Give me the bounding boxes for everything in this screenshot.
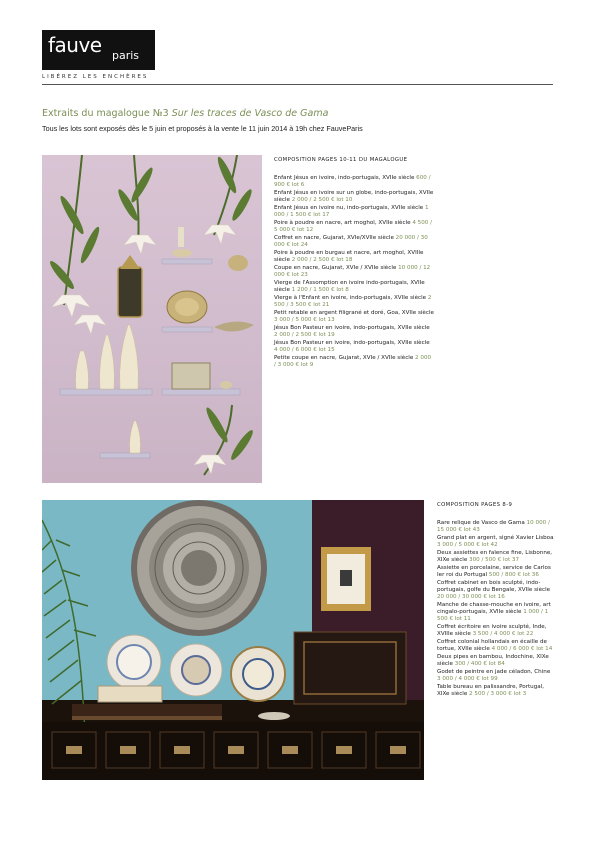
lot-number: lot 24 (291, 242, 308, 248)
lot-description: Rare relique de Vasco de Gama (437, 520, 527, 526)
lot-estimate: 3 000 / 5 000 € (274, 317, 319, 323)
lot-estimate: 300 / 400 € (454, 661, 489, 667)
lot-entry (274, 175, 434, 189)
lot-description: Enfant Jésus en ivoire nu, indo-portugais, XVIIe siècle (274, 205, 426, 211)
lot-description: Enfant Jésus en ivoire sur un globe, indo-portugais, XVIIe siècle (274, 190, 434, 203)
lot-description: Coffret en nacre, Gujarat, XVIe/XVIIe siècle (274, 235, 396, 241)
composition-list-2 (437, 502, 555, 699)
lot-estimate: 4 500 / 5 000 € (274, 220, 433, 233)
lot-estimate: 10 000 / 12 000 € (274, 265, 431, 278)
lot-number: lot 10 (336, 197, 353, 203)
logo-wordmark: fauve (48, 33, 102, 57)
lot-number: lot 13 (318, 317, 335, 323)
lot-number: lot 21 (313, 302, 330, 308)
lot-estimate: 2 500 / 3 500 € (274, 295, 432, 308)
tagline: LIBÉREZ LES ENCHÈRES (42, 74, 149, 80)
lot-number: lot 6 (291, 182, 305, 188)
lot-entry (437, 684, 555, 698)
lot-description: Godet de peintre en jade céladon, Chine (437, 669, 551, 675)
photo-silver-platter (42, 500, 424, 780)
header-divider (42, 84, 553, 85)
lot-entry (274, 190, 434, 204)
lot-entry (274, 340, 434, 354)
lot-entry (274, 205, 434, 219)
lot-estimate: 500 / 800 € (488, 572, 523, 578)
lot-entry (437, 550, 555, 564)
lot-estimate: 300 / 500 € (469, 557, 503, 563)
lot-description: Coupe en nacre, Gujarat, XVIe / XVIIe siècle (274, 265, 399, 271)
lot-entry (274, 310, 434, 324)
lot-entry (274, 355, 434, 369)
logo[interactable] (42, 30, 155, 70)
section-title: COMPOSITION PAGES 8-9 (437, 502, 513, 508)
lot-description: Coffret cabinet en bois sculpté, indo-portugais, golfe du Bengale, XVIIe siècle (437, 580, 551, 593)
lot-description: Deux pipes en bambou, Indochine, XIXe siècle (437, 654, 549, 667)
lot-number: lot 23 (291, 272, 308, 278)
lot-number: lot 8 (336, 287, 349, 293)
lot-number: lot 11 (454, 616, 471, 622)
lot-entry (437, 669, 555, 683)
lot-description: Enfant Jésus en ivoire, indo-portugais, XVIIe siècle (274, 175, 417, 181)
lot-estimate: 2 000 / 3 000 € (274, 355, 432, 368)
lot-entry (437, 654, 555, 668)
lot-estimate: 3 000 / 5 000 € (437, 542, 482, 548)
lot-entry (274, 265, 434, 279)
lot-number: lot 99 (481, 676, 498, 682)
lot-description: Petite coupe en nacre, Gujarat, XVIe / XVIIe siècle (274, 355, 416, 361)
lot-number: lot 16 (488, 594, 505, 600)
lot-entry (437, 565, 555, 579)
title-prefix: Extraits du magalogue (42, 108, 153, 119)
logo-city: paris (112, 49, 140, 62)
lot-description: Poire à poudre en nacre, art moghol, XVIIe siècle (274, 220, 413, 226)
lot-number: lot 14 (536, 646, 553, 652)
lot-number: lot 15 (318, 347, 335, 353)
page-title (42, 108, 328, 119)
lot-estimate: 1 000 / 1 500 € (437, 609, 549, 622)
lot-estimate: 1 000 / 1 500 € (274, 205, 429, 218)
lot-estimate: 10 000 / 15 000 € (437, 520, 550, 533)
lot-description: Assiette en porcelaine, service de Carlos Ier roi du Portugal (437, 565, 551, 578)
title-italic: Sur les traces de Vasco de Gama (171, 108, 329, 119)
lot-estimate: 4 000 / 6 000 € (491, 646, 537, 652)
lot-description: Manche de chasse-mouche en ivoire, art cingalo-portugais, XVIIe siècle (437, 602, 551, 615)
lot-entry (437, 520, 555, 534)
lot-entry (274, 295, 434, 309)
lot-estimate: 2 500 / 3 000 € (469, 691, 514, 697)
lot-entry (274, 220, 434, 234)
lot-number: lot 84 (488, 661, 505, 667)
lot-number: lot 37 (502, 557, 520, 563)
lot-entry (274, 235, 434, 249)
lot-number: lot 19 (318, 332, 335, 338)
lot-description: Grand plat en argent, signé Xavier Lisboa (437, 535, 554, 541)
lot-estimate: 2 000 / 2 500 € (291, 257, 337, 263)
lot-description: Deux assiettes en faïence fine, Lisbonne, XIXe siècle (437, 550, 553, 563)
lot-estimate: 4 000 / 6 000 € (274, 347, 319, 353)
lot-description: Vierge de l'Assomption en ivoire indo-portugais, XVIIe siècle (274, 280, 425, 293)
lot-description: Jésus Bon Pasteur en ivoire, indo-portugais, XVIIe siècle (274, 325, 430, 331)
lot-estimate: 20 000 / 30 000 € (437, 594, 489, 600)
lot-number: lot 43 (463, 527, 480, 533)
lot-description: Vierge à l'Enfant en ivoire, indo-portugais, XVIIe siècle (274, 295, 428, 301)
lot-number: lot 3 (513, 691, 527, 697)
lot-estimate: 3 000 / 4 000 € (437, 676, 482, 682)
lot-description: Petit retable en argent filigrané et doré, Goa, XVIIe siècle (274, 310, 434, 316)
photo-ivory-shelves (42, 155, 262, 483)
lot-number: lot 9 (300, 362, 314, 368)
composition-list-1 (274, 157, 434, 370)
lot-number: lot 42 (481, 542, 498, 548)
lot-entry (274, 325, 434, 339)
lot-entry (437, 639, 555, 653)
lot-entry (437, 624, 555, 638)
lot-description: Table bureau en palissandre, Portugal, XIXe siècle (437, 684, 545, 697)
lot-description: Coffret écritoire en ivoire sculpté, Inde, XVIIIe siècle (437, 624, 547, 637)
lot-entry (437, 535, 555, 549)
lot-number: lot 22 (517, 631, 534, 637)
intro-text: Tous les lots sont exposés dès le 5 juin et proposés à la vente le 11 juin 2014 à 19h chez FauveParis (42, 124, 363, 133)
lot-description: Poire à poudre en burgau et nacre, art moghol, XVIIIe siècle (274, 250, 424, 263)
section-title: COMPOSITION PAGES 10-11 DU MAGALOGUE (274, 157, 408, 163)
title-number: №3 (152, 108, 172, 119)
lot-entry (437, 602, 555, 623)
lot-entry (274, 250, 434, 264)
lot-estimate: 2 000 / 2 500 € (274, 332, 319, 338)
lot-estimate: 2 000 / 2 500 € (291, 197, 337, 203)
lot-entry (437, 580, 555, 601)
lot-description: Coffret colonial hollandais en écaille de tortue, XVIIe siècle (437, 639, 547, 652)
lot-estimate: 20 000 / 30 000 € (274, 235, 428, 248)
lot-number: lot 18 (336, 257, 353, 263)
lot-number: lot 36 (522, 572, 539, 578)
lot-number: lot 17 (313, 212, 330, 218)
lot-estimate: 600 / 900 € (274, 175, 431, 188)
lot-description: Jésus Bon Pasteur en ivoire, indo-portugais, XVIIe siècle (274, 340, 430, 346)
lot-estimate: 3 500 / 4 000 € (472, 631, 518, 637)
lot-estimate: 1 200 / 1 500 € (291, 287, 337, 293)
lot-entry (274, 280, 434, 294)
lot-number: lot 12 (297, 227, 314, 233)
